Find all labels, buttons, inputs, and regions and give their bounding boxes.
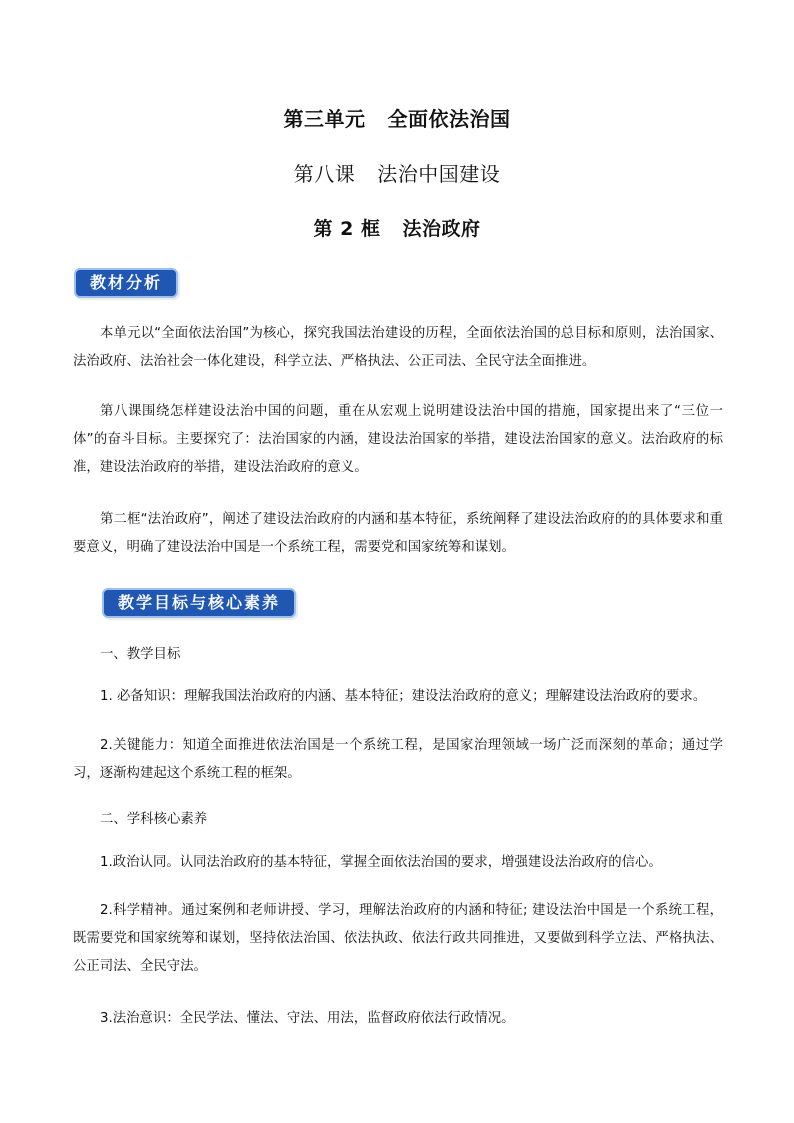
frame-name: 法治政府 bbox=[402, 218, 481, 240]
goals-section-badge: 教学目标与核心素养 bbox=[102, 588, 296, 618]
analysis-paragraph-3: 第二框“法治政府”，阐述了建设法治政府的内涵和基本特征，系统阐释了建设法治政府的的具体要求和重要意义，明确了建设法治中国是一个系统工程，需要党和国家统筹和谋划。 bbox=[73, 512, 723, 555]
frame-title bbox=[0, 214, 794, 241]
goal-item-2: 2.关键能力：知道全面推进依法治国是一个系统工程，是国家治理领域一场广泛而深刻的革命；通过学习，逐渐构建起这个系统工程的框架。 bbox=[73, 738, 723, 781]
lesson-number: 第八课 bbox=[293, 162, 356, 186]
lesson-title bbox=[0, 158, 794, 187]
goals-heading-1: 一、教学目标 bbox=[100, 647, 181, 662]
literacy-item-3: 3.法治意识：全民学法、懂法、守法、用法，监督政府依法行政情况。 bbox=[100, 1011, 515, 1026]
frame-number: 第 2 框 bbox=[313, 218, 381, 240]
goals-heading-2: 二、学科核心素养 bbox=[100, 812, 208, 827]
unit-number: 第三单元 bbox=[283, 107, 366, 131]
unit-name: 全面依法治国 bbox=[387, 107, 511, 131]
literacy-item-1: 1.政治认同。认同法治政府的基本特征，掌握全面依法治国的要求，增强建设法治政府的信心。 bbox=[100, 855, 662, 870]
analysis-paragraph-1: 本单元以“全面依法治国”为核心，探究我国法治建设的历程，全面依法治国的总目标和原则，法治国家、法治政府、法治社会一体化建设，科学立法、严格执法、公正司法、全民守法全面推进。 bbox=[73, 326, 723, 369]
analysis-section-badge: 教材分析 bbox=[74, 268, 178, 298]
literacy-item-2: 2.科学精神。通过案例和老师讲授、学习，理解法治政府的内涵和特征; 建设法治中国是一个系统工程，既需要党和国家统筹和谋划，坚持依法治国、依法执政、依法行政共同推进，又要做到科学立法、严格执法、公正司法、全民守法。 bbox=[73, 903, 723, 974]
goal-item-1: 1. 必备知识：理解我国法治政府的内涵、基本特征；建设法治政府的意义；理解建设法治政府的要求。 bbox=[100, 689, 707, 704]
lesson-name: 法治中国建设 bbox=[377, 162, 501, 186]
analysis-paragraph-2: 第八课围绕怎样建设法治中国的问题，重在从宏观上说明建设法治中国的措施，国家提出来了“三位一体”的奋斗目标。主要探究了：法治国家的内涵，建设法治国家的举措，建设法治国家的意义。法治政府的标准，建设法治政府的举措，建设法治政府的意义。 bbox=[73, 404, 723, 475]
unit-title bbox=[0, 103, 794, 132]
